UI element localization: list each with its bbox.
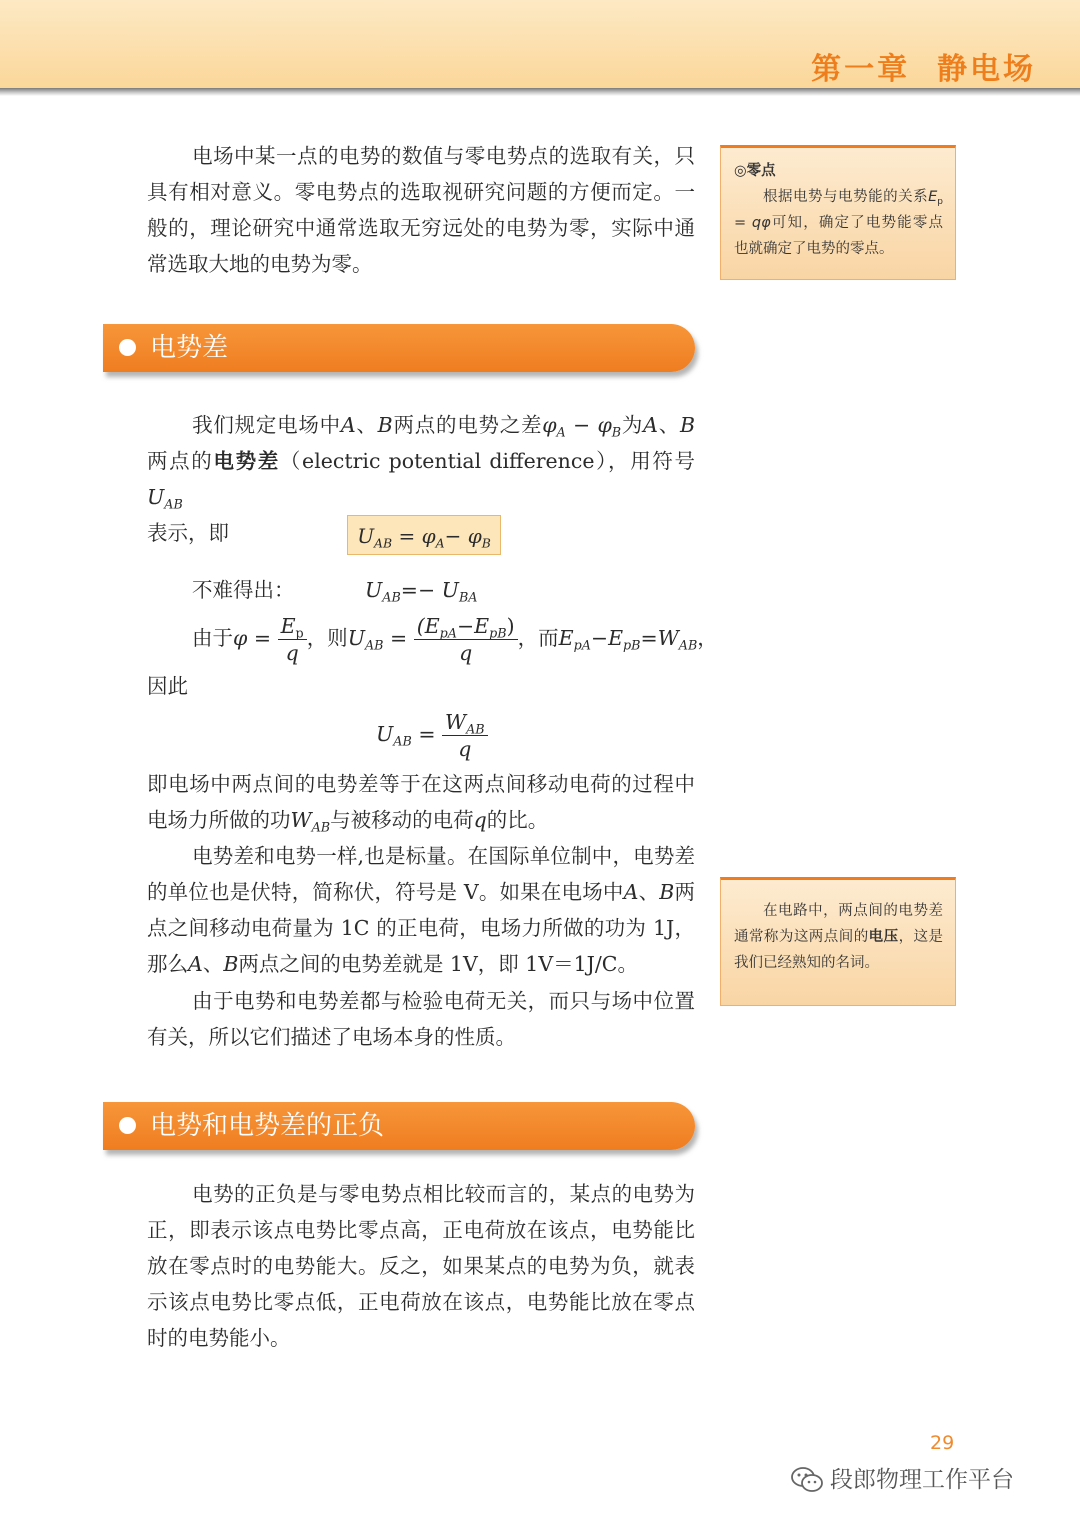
wechat-icon — [790, 1465, 824, 1495]
page-number: 29 — [930, 1432, 955, 1454]
definition-paragraph: 我们规定电场中A、B两点的电势之差$\varphi_A - \varphi_B$为A、B两点的电势差（electric potential difference），用符号$U_{AB}$ 表示，即 — [147, 413, 696, 545]
formula-line-since: 由于φ = $\frac{E_p}{q}$ ，则$U_{AB}$ = $\frac{(E_{pA}-E_{pB})}{q}$ ，而$E_{pA}-E_{pB}=W_{AB}$， — [192, 613, 718, 665]
sidebox-zero-point — [720, 145, 956, 280]
derive-label: 不难得出： — [192, 578, 295, 602]
section-title: 电势差 — [150, 333, 229, 363]
unit-paragraph: 电势差和电势一样,也是标量。在国际单位制中，电势差的单位也是伏特，简称伏，符号是 V。如果在电场中A、B两点之间移动电荷量为 1C 的正电荷，电场力所做的功为 1J，那么A、B两点之间的电势差就是 1V，即 1V＝1J/C。 — [147, 844, 696, 976]
bullet-dot-icon — [119, 1117, 136, 1134]
watermark-text: 段郎物理工作平台 — [830, 1467, 1014, 1493]
sidebox-voltage-text: 在电路中，两点间的电势差通常称为这两点间的电压，这是我们已经熟知的名词。 — [734, 903, 944, 971]
sidebox-zero-text: 根据电势与电势能的关系$E_p = q\varphi$可知，确定了电势能零点也就确定了电势的零点。 — [734, 189, 944, 257]
fraction-energy-difference-over-q: $\frac{(E_{pA}-E_{pB})}{q}$ — [414, 616, 518, 664]
section-heading-potential-difference — [103, 324, 695, 372]
sidebox-voltage — [720, 877, 956, 1006]
bullet-dot-icon — [119, 339, 136, 356]
therefore-label: 因此 — [147, 674, 188, 698]
sign-paragraph: 电势的正负是与零电势点相比较而言的，某点的电势为正，即表示该点电势比零点高，正电荷放在该点，电势能比放在零点时的电势能大。反之，如果某点的电势为负，就表示该点电势比零点低，正电荷放在该点，电势能比放在零点时的电势能小。 — [147, 1182, 695, 1350]
term-voltage: 电压 — [868, 929, 899, 945]
section-heading-sign — [103, 1102, 695, 1150]
fraction-ep-over-q: $\frac{E_p}{q}$ — [278, 616, 307, 664]
boxed-formula: $U_{AB} = \varphi_A- \varphi_B$ — [347, 515, 501, 555]
derive-formula: $U_{AB}=- U_{BA}$ — [365, 578, 478, 605]
chapter-title — [811, 44, 1036, 88]
section-title: 电势和电势差的正负 — [150, 1111, 385, 1141]
chapter-name: 静电场 — [937, 52, 1036, 87]
property-paragraph: 由于电势和电势差都与检验电荷无关，而只与场中位置有关，所以它们描述了电场本身的性质。 — [147, 989, 695, 1049]
header-shadow — [0, 88, 1080, 96]
chapter-number: 第一章 — [811, 52, 911, 87]
term-potential-difference: 电势差 — [213, 449, 280, 473]
sidebox-zero-title: ◎零点 — [734, 163, 776, 179]
intro-paragraph: 电场中某一点的电势的数值与零电势点的选取有关，只具有相对意义。零电势点的选取视研究问题的方便而定。一般的，理论研究中通常选取无穷远处的电势为零，实际中通常选取大地的电势为零。 — [147, 144, 695, 276]
final-formula: $U_{AB}$ = $\frac{W_{AB}}{q}$ — [376, 706, 488, 762]
fraction-work-over-q: $\frac{W_{AB}}{q}$ — [442, 712, 488, 760]
explanation-paragraph: 即电场中两点间的电势差等于在这两点间移动电荷的过程中电场力所做的功$W_{AB}$与被移动的电荷q的比。 — [147, 772, 695, 835]
